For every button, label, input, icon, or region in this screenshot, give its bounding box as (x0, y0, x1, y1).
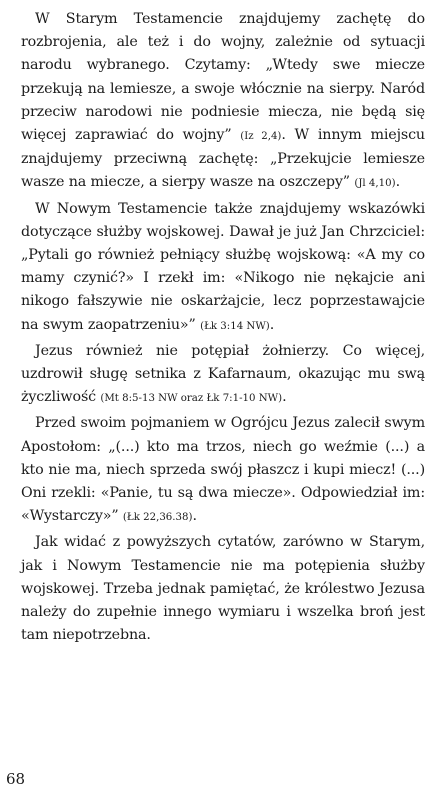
paragraph-text: W Starym Testamencie znajdujemy zachętę do rozbrojenia, ale też i do wojny, zależnie od sytuacji narodu wybranego. Czytamy: „Wtedy swe miecze przekują na lemiesze, a swoje włócznie na sierpy. Naród przeciw narodowi nie podniesie miecza, nie będą się więcej zaprawiać do wojny” (21, 11, 425, 144)
paragraph (21, 198, 425, 338)
citation-reference: (Jl 4,10) (354, 178, 396, 190)
paragraph (21, 340, 425, 411)
paragraph-text: Jak widać z powyższych cytatów, zarówno w Starym, jak i Nowym Testamencie nie ma potępienia służby wojskowej. Trzeba jednak pamiętać, że królestwo Jezusa należy do zupełnie innego wymiaru i wszelka broń jest tam niepotrzebna. (21, 534, 425, 644)
paragraph-text: . (395, 174, 400, 191)
paragraph (21, 531, 425, 647)
paragraph (21, 8, 425, 196)
paragraph-text: Przed swoim pojmaniem w Ogrójcu Jezus zalecił swym Apostołom: „(...) kto ma trzos, niech go weźmie (...) a kto nie ma, niech sprzeda swój płaszcz i kupi miecz! (...) Oni rzekli: «Panie, tu są dwa miecze». Odpowiedział im: «Wystarczy»” (21, 415, 425, 525)
citation-reference: (Łk 22,36.38) (122, 512, 193, 524)
paragraph-text: . W innym miejscu znajdujemy przeciwną zachętę: „Przekujcie lemiesze wasze na miecze, a sierpy wasze na oszczepy” (21, 127, 425, 191)
citation-reference: (Iz 2,4) (240, 131, 282, 143)
paragraph (21, 412, 425, 529)
body-text (21, 8, 425, 649)
paragraph-text: . (192, 508, 197, 525)
citation-reference: (Łk 3:14 NW) (200, 320, 270, 332)
paragraph-text: W Nowym Testamencie także znajdujemy wskazówki dotyczące służby wojskowej. Dawał je już Jan Chrzciciel: „Pytali go również pełniący służbę wojskową: «A my co mamy czynić?» I rzekł im: «Nikogo nie nękajcie ani nikogo fałszywie nie oskarżajcie, lecz poprzestawajcie na swym zaopatrzeniu»” (21, 200, 425, 333)
paragraph-text: Jezus również nie potępiał żołnierzy. Co więcej, uzdrowił sługę setnika z Kafarnaum, okazując mu swą życzliwość (21, 342, 425, 406)
page-number: 68 (6, 770, 26, 788)
paragraph-text: . (282, 389, 287, 406)
citation-reference: (Mt 8:5-13 NW oraz Łk 7:1-10 NW) (100, 393, 283, 405)
paragraph-text: . (269, 316, 275, 333)
